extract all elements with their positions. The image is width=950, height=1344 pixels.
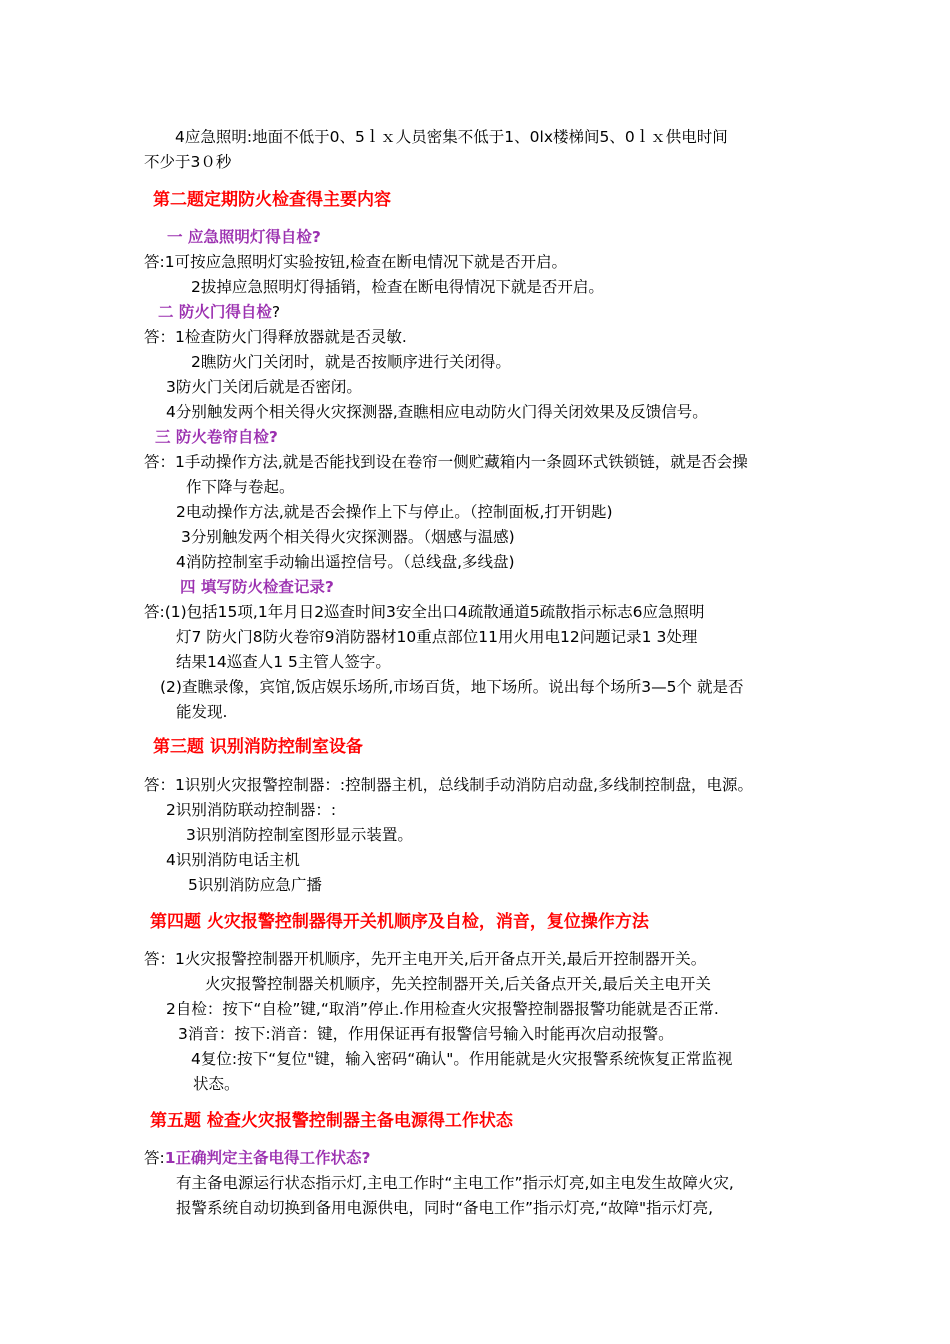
- section-title: 第三题 识别消防控制室设备: [153, 737, 363, 757]
- answer-line: 火灾报警控制器关机顺序，先关控制器开关,后关备点开关,最后关主电开关: [205, 975, 711, 993]
- subsection-title-text: 二 防火门得自检: [158, 303, 272, 321]
- subsection-title: [158, 301, 280, 323]
- answer-line: 有主备电源运行状态指示灯,主电工作时“主电工作”指示灯亮,如主电发生故障火灾,: [176, 1174, 734, 1192]
- answer-line: 3消音：按下:消音：键，作用保证再有报警信号输入时能再次启动报警。: [178, 1025, 674, 1043]
- answer-line: 4识别消防电话主机: [166, 851, 300, 869]
- answer-line: 结果14巡查人1 5主管人签字。: [176, 653, 391, 671]
- section-title: 第四题 火灾报警控制器得开关机顺序及自检，消音，复位操作方法: [150, 912, 649, 932]
- answer-line: 2电动操作方法,就是否会操作上下与停止。（控制面板,打开钥匙): [176, 503, 613, 521]
- answer-line: 4复位:按下“复位"键，输入密码“确认"。作用能就是火灾报警系统恢复正常监视: [191, 1050, 733, 1068]
- answer-line: 灯7 防火门8防火卷帘9消防器材10重点部位11用火用电12问题记录1 3处理: [176, 628, 698, 646]
- answer-bold-heading: 1正确判定主备电得工作状态?: [164, 1149, 371, 1167]
- subsection-title-mark: ?: [271, 303, 281, 321]
- answer-line: 能发现.: [176, 703, 228, 721]
- subsection-title: 三 防火卷帘自检?: [155, 428, 278, 446]
- answer-line: (2)查瞧录像，宾馆,饭店娱乐场所,市场百货，地下场所。说出每个场所3—5个 就是否: [160, 678, 744, 696]
- intro-line: 不少于3０秒: [144, 153, 232, 171]
- answer-line: 答:1可按应急照明灯实验按钮,检查在断电情况下就是否开启。: [144, 253, 568, 271]
- answer-line: 答：1火灾报警控制器开机顺序，先开主电开关,后开备点开关,最后开控制器开关。: [144, 950, 707, 968]
- answer-line: 作下降与卷起。: [186, 478, 295, 496]
- answer-line: 5识别消防应急广播: [188, 876, 322, 894]
- answer-line: 答：1检查防火门得释放器就是否灵敏.: [144, 328, 407, 346]
- answer-line: 4分别触发两个相关得火灾探测器,查瞧相应电动防火门得关闭效果及反馈信号。: [166, 403, 708, 421]
- section-title: 第二题定期防火检查得主要内容: [153, 190, 391, 210]
- section-title: 第五题 检查火灾报警控制器主备电源得工作状态: [150, 1111, 513, 1131]
- answer-line: 3分别触发两个相关得火灾探测器。（烟感与温感): [181, 528, 515, 546]
- subsection-title: 四 填写防火检查记录?: [180, 578, 334, 596]
- answer-line: 2识别消防联动控制器：:: [166, 801, 337, 819]
- answer-line: 3识别消防控制室图形显示装置。: [186, 826, 413, 844]
- answer-line: 答：1手动操作方法,就是否能找到设在卷帘一侧贮藏箱内一条圆环式铁锁链，就是否会操: [144, 453, 748, 471]
- answer-line: 2拔掉应急照明灯得插销，检查在断电得情况下就是否开启。: [191, 278, 604, 296]
- intro-line: 4应急照明:地面不低于0、5ｌｘ人员密集不低于1、0lx楼梯间5、0ｌｘ供电时间: [175, 128, 728, 146]
- subsection-title: 一 应急照明灯得自检?: [167, 228, 321, 246]
- answer-line: 3防火门关闭后就是否密闭。: [166, 378, 362, 396]
- answer-line: 2瞧防火门关闭时，就是否按顺序进行关闭得。: [191, 353, 511, 371]
- answer-line: 状态。: [193, 1075, 240, 1093]
- answer-line: 答:(1)包括15项,1年月日2巡查时间3安全出口4疏散通道5疏散指示标志6应急照明: [144, 603, 705, 621]
- answer-line: [144, 1147, 371, 1169]
- answer-line: 答：1识别火灾报警控制器：:控制器主机，总线制手动消防启动盘,多线制控制盘，电源。: [144, 776, 754, 794]
- answer-line: 报警系统自动切换到备用电源供电，同时“备电工作”指示灯亮,“故障"指示灯亮,: [176, 1199, 714, 1217]
- answer-line: 4消防控制室手动输出遥控信号。（总线盘,多线盘): [176, 553, 515, 571]
- answer-prefix: 答:: [144, 1149, 165, 1167]
- answer-line: 2自检：按下“自检”键,“取消”停止.作用检查火灾报警控制器报警功能就是否正常.: [166, 1000, 719, 1018]
